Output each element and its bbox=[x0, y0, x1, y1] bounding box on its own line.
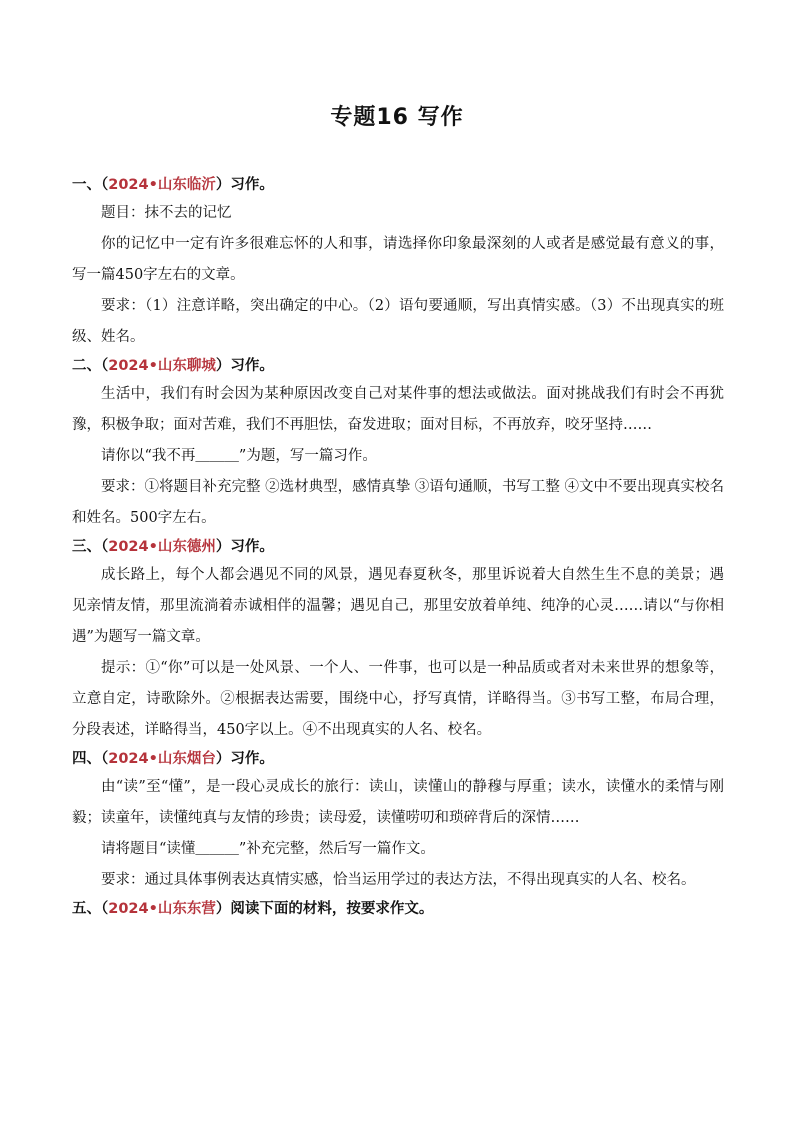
question-source: 2024•山东烟台 bbox=[108, 751, 216, 767]
question-heading bbox=[72, 746, 724, 772]
question-4 bbox=[72, 746, 724, 896]
question-source: 2024•山东临沂 bbox=[108, 177, 216, 193]
paren-open: （ bbox=[101, 901, 109, 917]
question-paragraph: 成长路上，每个人都会遇见不同的风景，遇见春夏秋冬，那里诉说着大自然生生不息的美景；遇见亲情友情，那里流淌着赤诚相伴的温馨；遇见自己，那里安放着单纯、纯净的心灵……请以“与你相遇”为题写一篇文章。 bbox=[72, 567, 724, 645]
question-number: 一、 bbox=[72, 177, 101, 193]
question-heading bbox=[72, 896, 724, 922]
paren-open: （ bbox=[101, 751, 109, 767]
question-number: 五、 bbox=[72, 901, 101, 917]
question-heading bbox=[72, 172, 724, 198]
question-paragraph: 你的记忆中一定有许多很难忘怀的人和事，请选择你印象最深刻的人或者是感觉最有意义的事，写一篇450字左右的文章。 bbox=[72, 236, 724, 283]
question-number: 二、 bbox=[72, 358, 101, 374]
question-5 bbox=[72, 896, 724, 922]
question-2 bbox=[72, 353, 724, 534]
question-number: 四、 bbox=[72, 751, 101, 767]
question-number: 三、 bbox=[72, 539, 101, 555]
questions-list bbox=[72, 172, 724, 922]
page-title: 专题16 写作 bbox=[330, 105, 464, 130]
question-type: ）习作。 bbox=[215, 751, 274, 767]
paren-open: （ bbox=[101, 177, 109, 193]
question-paragraph: 要求：①将题目补充完整 ②选材典型，感情真挚 ③语句通顺，书写工整 ④文中不要出现真实校名和姓名。500字左右。 bbox=[72, 479, 724, 526]
question-paragraph: 请将题目“读懂＿＿＿”补充完整，然后写一篇作文。 bbox=[101, 841, 435, 857]
question-source: 2024•山东聊城 bbox=[108, 358, 216, 374]
question-paragraph: 由“读”至“懂”，是一段心灵成长的旅行：读山，读懂山的静穆与厚重；读水，读懂水的柔情与刚毅；读童年，读懂纯真与友情的珍贵；读母爱，读懂唠叨和琐碎背后的深情…… bbox=[72, 779, 724, 826]
question-heading bbox=[72, 353, 724, 379]
question-type: ）习作。 bbox=[215, 358, 274, 374]
question-source: 2024•山东德州 bbox=[108, 539, 216, 555]
question-paragraph: 题目：抹不去的记忆 bbox=[101, 205, 232, 221]
question-paragraph: 要求：通过具体事例表达真情实感，恰当运用学过的表达方法，不得出现真实的人名、校名。 bbox=[101, 872, 696, 888]
question-type: ）阅读下面的材料，按要求作文。 bbox=[215, 901, 434, 917]
question-source: 2024•山东东营 bbox=[108, 901, 216, 917]
paren-open: （ bbox=[101, 358, 109, 374]
question-paragraph: 要求：（1）注意详略，突出确定的中心。（2）语句要通顺，写出真情实感。（3）不出现真实的班级、姓名。 bbox=[72, 298, 724, 345]
paren-open: （ bbox=[101, 539, 109, 555]
question-type: ）习作。 bbox=[215, 177, 274, 193]
question-paragraph: 生活中，我们有时会因为某种原因改变自己对某件事的想法或做法。面对挑战我们有时会不再犹豫，积极争取；面对苦难，我们不再胆怯，奋发进取；面对目标，不再放弃，咬牙坚持…… bbox=[72, 386, 724, 433]
question-heading bbox=[72, 534, 724, 560]
question-paragraph: 请你以“我不再＿＿＿”为题，写一篇习作。 bbox=[101, 448, 377, 464]
question-1 bbox=[72, 172, 724, 353]
question-type: ）习作。 bbox=[215, 539, 274, 555]
question-3 bbox=[72, 534, 724, 746]
question-paragraph: 提示：①“你”可以是一处风景、一个人、一件事，也可以是一种品质或者对未来世界的想象等，立意自定，诗歌除外。②根据表达需要，围绕中心，抒写真情，详略得当。③书写工整，布局合理，分段表述，详略得当，450字以上。④不出现真实的人名、校名。 bbox=[72, 660, 724, 738]
